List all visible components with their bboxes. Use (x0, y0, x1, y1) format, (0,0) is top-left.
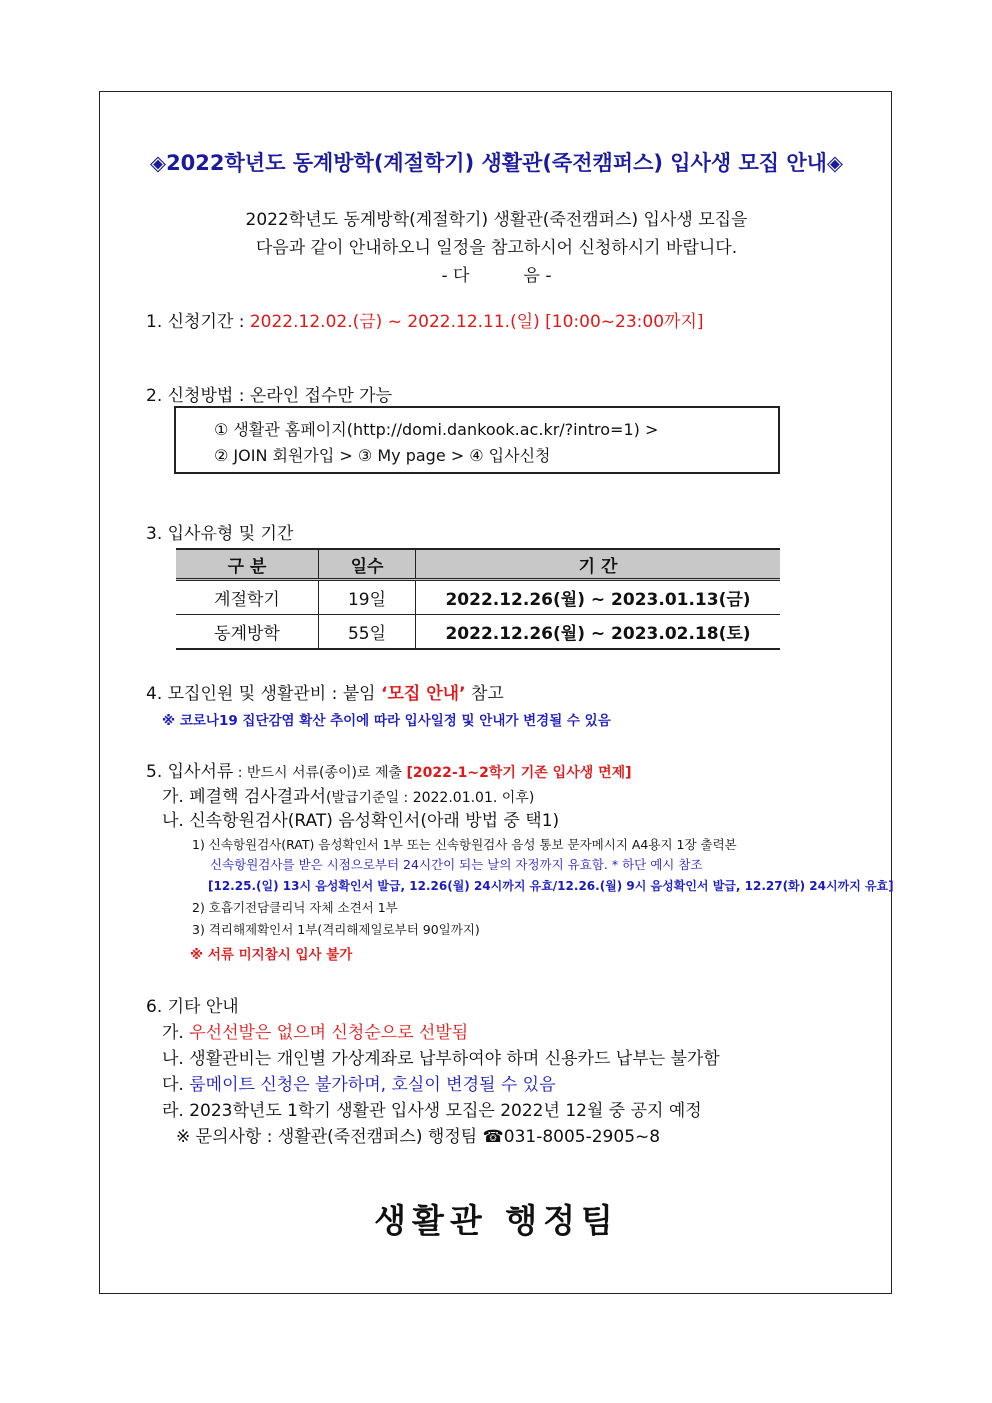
application-method-box (174, 406, 780, 474)
table-row (176, 615, 780, 650)
section-4-suffix: 참고 (465, 684, 504, 704)
table-row (176, 580, 780, 615)
doc-detail-3: 3) 격리해제확인서 1부(격리해제일로부터 90일까지) (192, 922, 480, 937)
doc-detail-1b: 신속항원검사를 받은 시점으로부터 24시간이 되는 날의 자정까지 유효함. * 하단 예시 참조 (210, 857, 703, 872)
row-days: 19일 (319, 580, 416, 615)
etc-ga (162, 1018, 468, 1043)
section-5 (146, 757, 632, 782)
intro-line-2: 다음과 같이 안내하오니 일정을 참고하시어 신청하시기 바랍니다. (255, 238, 738, 258)
notice-frame (99, 91, 892, 1294)
section-5-label: 5. 입사서류 (146, 762, 234, 782)
table-header-row (176, 549, 780, 580)
doc-detail-1: 1) 신속항원검사(RAT) 음성확인서 1부 또는 신속항원검사 음성 통보 문자메시지 A4용지 1장 출력본 (192, 837, 737, 852)
method-step-1: ① 생활관 홈페이지(http://domi.dankook.ac.kr/?intro=1) > (214, 420, 659, 439)
etc-ga-prefix: 가. (162, 1023, 190, 1043)
etc-na: 나. 생활관비는 개인별 가상계좌로 납부하여야 하며 신용카드 납부는 불가함 (162, 1049, 720, 1069)
header-period: 기 간 (416, 549, 781, 580)
section-1 (146, 307, 704, 332)
contact-info: ※ 문의사항 : 생활관(죽전캠퍼스) 행정팀 ☎031-8005-2905~8 (176, 1127, 661, 1147)
covid-note: ※ 코로나19 집단감염 확산 추이에 따라 입사일정 및 안내가 변경될 수 있음 (162, 713, 611, 729)
footer-signature: 생활관 행정팀 (374, 1201, 619, 1240)
doc-na: 나. 신속항원검사(RAT) 음성확인서(아래 방법 중 택1) (162, 811, 560, 831)
section-2-label: 2. 신청방법 : 온라인 접수만 가능 (146, 386, 393, 406)
row-days: 55일 (319, 615, 416, 650)
row-period: 2022.12.26(월) ~ 2023.01.13(금) (416, 580, 781, 615)
doc-ga (162, 782, 534, 807)
section-6-label: 6. 기타 안내 (146, 997, 239, 1017)
header-days: 일수 (319, 549, 416, 580)
doc-ga-date: (발급기준일 : 2022.01.01. 이후) (326, 790, 535, 806)
section-4-label: 4. 모집인원 및 생활관비 : 붙임 (146, 684, 382, 704)
method-step-2: ② JOIN 회원가입 > ③ My page > ④ 입사신청 (214, 446, 551, 465)
section-5-desc: : 반드시 서류(종이)로 제출 (233, 765, 407, 781)
recruit-guide-ref: ‘모집 안내’ (381, 684, 466, 704)
etc-da (162, 1070, 556, 1095)
etc-ra: 라. 2023학년도 1학기 생활관 입사생 모집은 2022년 12월 중 공지 예정 (162, 1101, 702, 1121)
schedule-table (176, 548, 780, 650)
intro-line-3: - 다 음 - (441, 266, 552, 286)
doc-detail-2: 2) 호흡기전담클리닉 자체 소견서 1부 (192, 900, 398, 915)
intro-line-1: 2022학년도 동계방학(계절학기) 생활관(죽전캠퍼스) 입사생 모집을 (245, 210, 748, 230)
section-4 (146, 679, 504, 704)
docs-warning: ※ 서류 미지참시 입사 불가 (190, 947, 353, 963)
section-1-label: 1. 신청기간 : (146, 312, 250, 332)
doc-detail-1c: [12.25.(일) 13시 음성확인서 발급, 12.26(월) 24시까지 유효/12.26.(월) 9시 음성확인서 발급, 12.27(화) 24시까지 유효] (208, 879, 894, 893)
etc-da-text: 룸메이트 신청은 불가하며, 호실이 변경될 수 있음 (189, 1075, 556, 1095)
exemption-note: [2022-1~2학기 기존 입사생 면제] (406, 765, 632, 781)
doc-ga-label: 가. 폐결핵 검사결과서 (162, 787, 327, 807)
row-period: 2022.12.26(월) ~ 2023.02.18(토) (416, 615, 781, 650)
row-type: 동계방학 (176, 615, 319, 650)
etc-ga-text: 우선선발은 없으며 신청순으로 선발됨 (189, 1023, 469, 1043)
header-type: 구 분 (176, 549, 319, 580)
section-3-label: 3. 입사유형 및 기간 (146, 524, 294, 544)
page-title: ◈2022학년도 동계방학(계절학기) 생활관(죽전캠퍼스) 입사생 모집 안내◈ (149, 151, 844, 175)
etc-da-prefix: 다. (162, 1075, 190, 1095)
application-period: 2022.12.02.(금) ~ 2022.12.11.(일) [10:00~23:00까지] (249, 312, 704, 332)
row-type: 계절학기 (176, 580, 319, 615)
